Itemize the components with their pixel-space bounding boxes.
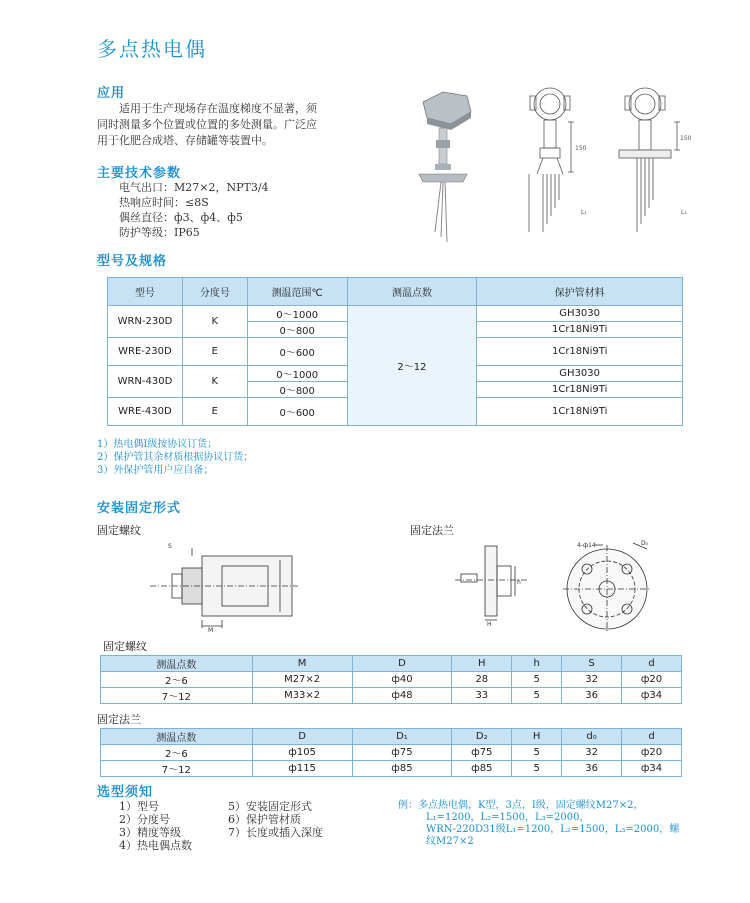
- flange-mount-drawing: [619, 88, 680, 232]
- thread-mount-drawing: [529, 88, 574, 232]
- note-item: 1）热电偶Ⅰ级按协议订货；: [97, 439, 218, 450]
- cell: ф34: [622, 688, 682, 704]
- example-line: WRN-220D31级L₁=1200，L₂=1500，L₃=2000，螺: [426, 824, 680, 835]
- thread-table-label: 固定螺纹: [103, 640, 147, 653]
- application-line: 适用于生产现场存在温度梯度不显著，须: [119, 102, 317, 115]
- cell: ф40: [352, 672, 452, 688]
- material-cell: 1Cr18Ni9Ti: [477, 398, 683, 426]
- application-line: 用于化肥合成塔、存储罐等装置中。: [97, 134, 273, 147]
- col-header: 测温点数: [101, 656, 253, 672]
- label-hh: h: [517, 579, 521, 586]
- label-d0: D₀: [641, 540, 649, 547]
- col-header: S: [562, 656, 622, 672]
- selection-item: 4）热电偶点数: [119, 839, 192, 852]
- cell: 32: [562, 745, 622, 761]
- thread-drawing-label: 固定螺纹: [97, 524, 141, 537]
- example-line: 纹M27×2: [426, 836, 474, 847]
- table-row: [101, 672, 682, 688]
- cell: 5: [512, 688, 562, 704]
- flange-side-diagram: [455, 538, 530, 628]
- col-header: 型号: [108, 278, 183, 306]
- flange-front-diagram: [555, 535, 665, 635]
- selection-heading: 选型须知: [97, 785, 154, 800]
- material-cell: GH3030: [477, 306, 683, 322]
- cell: ф20: [622, 745, 682, 761]
- cell: 7～12: [101, 688, 253, 704]
- cell: 5: [512, 761, 562, 777]
- material-cell: 1Cr18Ni9Ti: [477, 338, 683, 366]
- dim-150-label-2: 150: [680, 135, 692, 142]
- cell: 36: [562, 761, 622, 777]
- spec-item: 防护等级：IP65: [119, 226, 200, 239]
- cell: 5: [512, 672, 562, 688]
- specs-list: [119, 180, 269, 240]
- spec-item: 热响应时间：≤8S: [119, 196, 209, 209]
- cell: ф20: [622, 672, 682, 688]
- material-cell: 1Cr18Ni9Ti: [477, 322, 683, 338]
- dim-l1-label-2: L₁: [681, 209, 687, 216]
- selection-item: 6）保护管材质: [228, 813, 301, 826]
- cell: ф34: [622, 761, 682, 777]
- cell: ф48: [352, 688, 452, 704]
- col-header: D₂: [452, 729, 512, 745]
- note-item: 3）外保护管用户应自备；: [97, 465, 214, 476]
- cell: 28: [452, 672, 512, 688]
- cell: 32: [562, 672, 622, 688]
- col-header: D: [352, 656, 452, 672]
- example-line: 例：多点热电偶，K型，3点，Ⅰ级，固定螺纹M27×2，: [398, 800, 644, 811]
- col-header: d: [622, 729, 682, 745]
- thread-dimension-table: [100, 655, 682, 704]
- grade-cell: E: [182, 338, 247, 366]
- note-item: 2）保护管其余材质根据协议订货；: [97, 452, 254, 463]
- selection-item: 2）分度号: [119, 813, 170, 826]
- grade-cell: K: [182, 306, 247, 338]
- material-cell: 1Cr18Ni9Ti: [477, 382, 683, 398]
- grade-cell: E: [182, 398, 247, 426]
- thermocouple-photo-icon: [419, 92, 471, 242]
- cell: 2～6: [101, 745, 253, 761]
- range-cell: 0～1000: [247, 306, 347, 322]
- model-cell: WRN-230D: [108, 306, 183, 338]
- col-header: D: [252, 729, 352, 745]
- col-header: D₁: [352, 729, 452, 745]
- col-header: H: [512, 729, 562, 745]
- cell: ф75: [352, 745, 452, 761]
- selection-item: 7）长度或插入深度: [228, 826, 323, 839]
- cell: 36: [562, 688, 622, 704]
- example-line: L₁=1200，L₂=1500，L₃=2000，: [426, 812, 590, 823]
- cell: 5: [512, 745, 562, 761]
- range-cell: 0～800: [247, 382, 347, 398]
- cell: M33×2: [252, 688, 352, 704]
- col-header: 保护管材料: [477, 278, 683, 306]
- range-cell: 0～600: [247, 338, 347, 366]
- cell: ф75: [452, 745, 512, 761]
- table-row: [101, 688, 682, 704]
- flange-table-label: 固定法兰: [97, 713, 141, 726]
- product-drawings: [405, 82, 705, 252]
- spec-item: 电气出口：M27×2，NPT3/4: [119, 181, 269, 194]
- col-header: 测温点数: [101, 729, 253, 745]
- cell: 2～6: [101, 672, 253, 688]
- application-heading: 应用: [97, 86, 126, 101]
- model-cell: WRN-430D: [108, 366, 183, 398]
- label-s: S: [168, 543, 172, 550]
- grade-cell: K: [182, 366, 247, 398]
- range-cell: 0～1000: [247, 366, 347, 382]
- table-row: [101, 761, 682, 777]
- material-cell: GH3030: [477, 366, 683, 382]
- spec-item: 偶丝直径：ф3、ф4、ф5: [119, 211, 243, 224]
- range-cell: 0～600: [247, 398, 347, 426]
- points-cell: 2～12: [347, 306, 477, 426]
- application-line: 同时测量多个位置或位置的多处测量。广泛应: [97, 118, 317, 131]
- cell: ф85: [352, 761, 452, 777]
- selection-item: 1）型号: [119, 800, 159, 813]
- model-cell: WRE-430D: [108, 398, 183, 426]
- dim-150-label: 150: [575, 145, 587, 152]
- col-header: h: [512, 656, 562, 672]
- model-spec-table: [107, 277, 683, 426]
- model-cell: WRE-230D: [108, 338, 183, 366]
- selection-item: 3）精度等级: [119, 826, 181, 839]
- range-cell: 0～800: [247, 322, 347, 338]
- model-notes: [97, 438, 253, 477]
- dim-l1-label: L₁: [581, 209, 587, 216]
- thread-mount-diagram: [150, 538, 300, 633]
- col-header: H: [452, 656, 512, 672]
- col-header: d₀: [562, 729, 622, 745]
- label-h: H: [487, 621, 492, 628]
- page-title: 多点热电偶: [97, 37, 207, 61]
- col-header: 测温范围℃: [247, 278, 347, 306]
- cell: ф105: [252, 745, 352, 761]
- install-heading: 安装固定形式: [97, 501, 182, 516]
- flange-dimension-table: [100, 728, 682, 777]
- selection-right: [228, 800, 323, 839]
- label-hole: 4-ф14: [577, 542, 596, 549]
- selection-example: [398, 800, 688, 848]
- specs-heading: 主要技术参数: [97, 166, 182, 181]
- label-m: M: [208, 627, 214, 633]
- model-heading: 型号及规格: [97, 254, 168, 269]
- col-header: 测温点数: [347, 278, 477, 306]
- cell: 7～12: [101, 761, 253, 777]
- cell: ф85: [452, 761, 512, 777]
- selection-left: [119, 800, 192, 852]
- cell: 33: [452, 688, 512, 704]
- table-row: [101, 745, 682, 761]
- flange-drawing-label: 固定法兰: [410, 524, 454, 537]
- cell: M27×2: [252, 672, 352, 688]
- col-header: 分度号: [182, 278, 247, 306]
- selection-item: 5）安装固定形式: [228, 800, 312, 813]
- col-header: M: [252, 656, 352, 672]
- cell: ф115: [252, 761, 352, 777]
- col-header: d: [622, 656, 682, 672]
- application-text: [97, 101, 387, 149]
